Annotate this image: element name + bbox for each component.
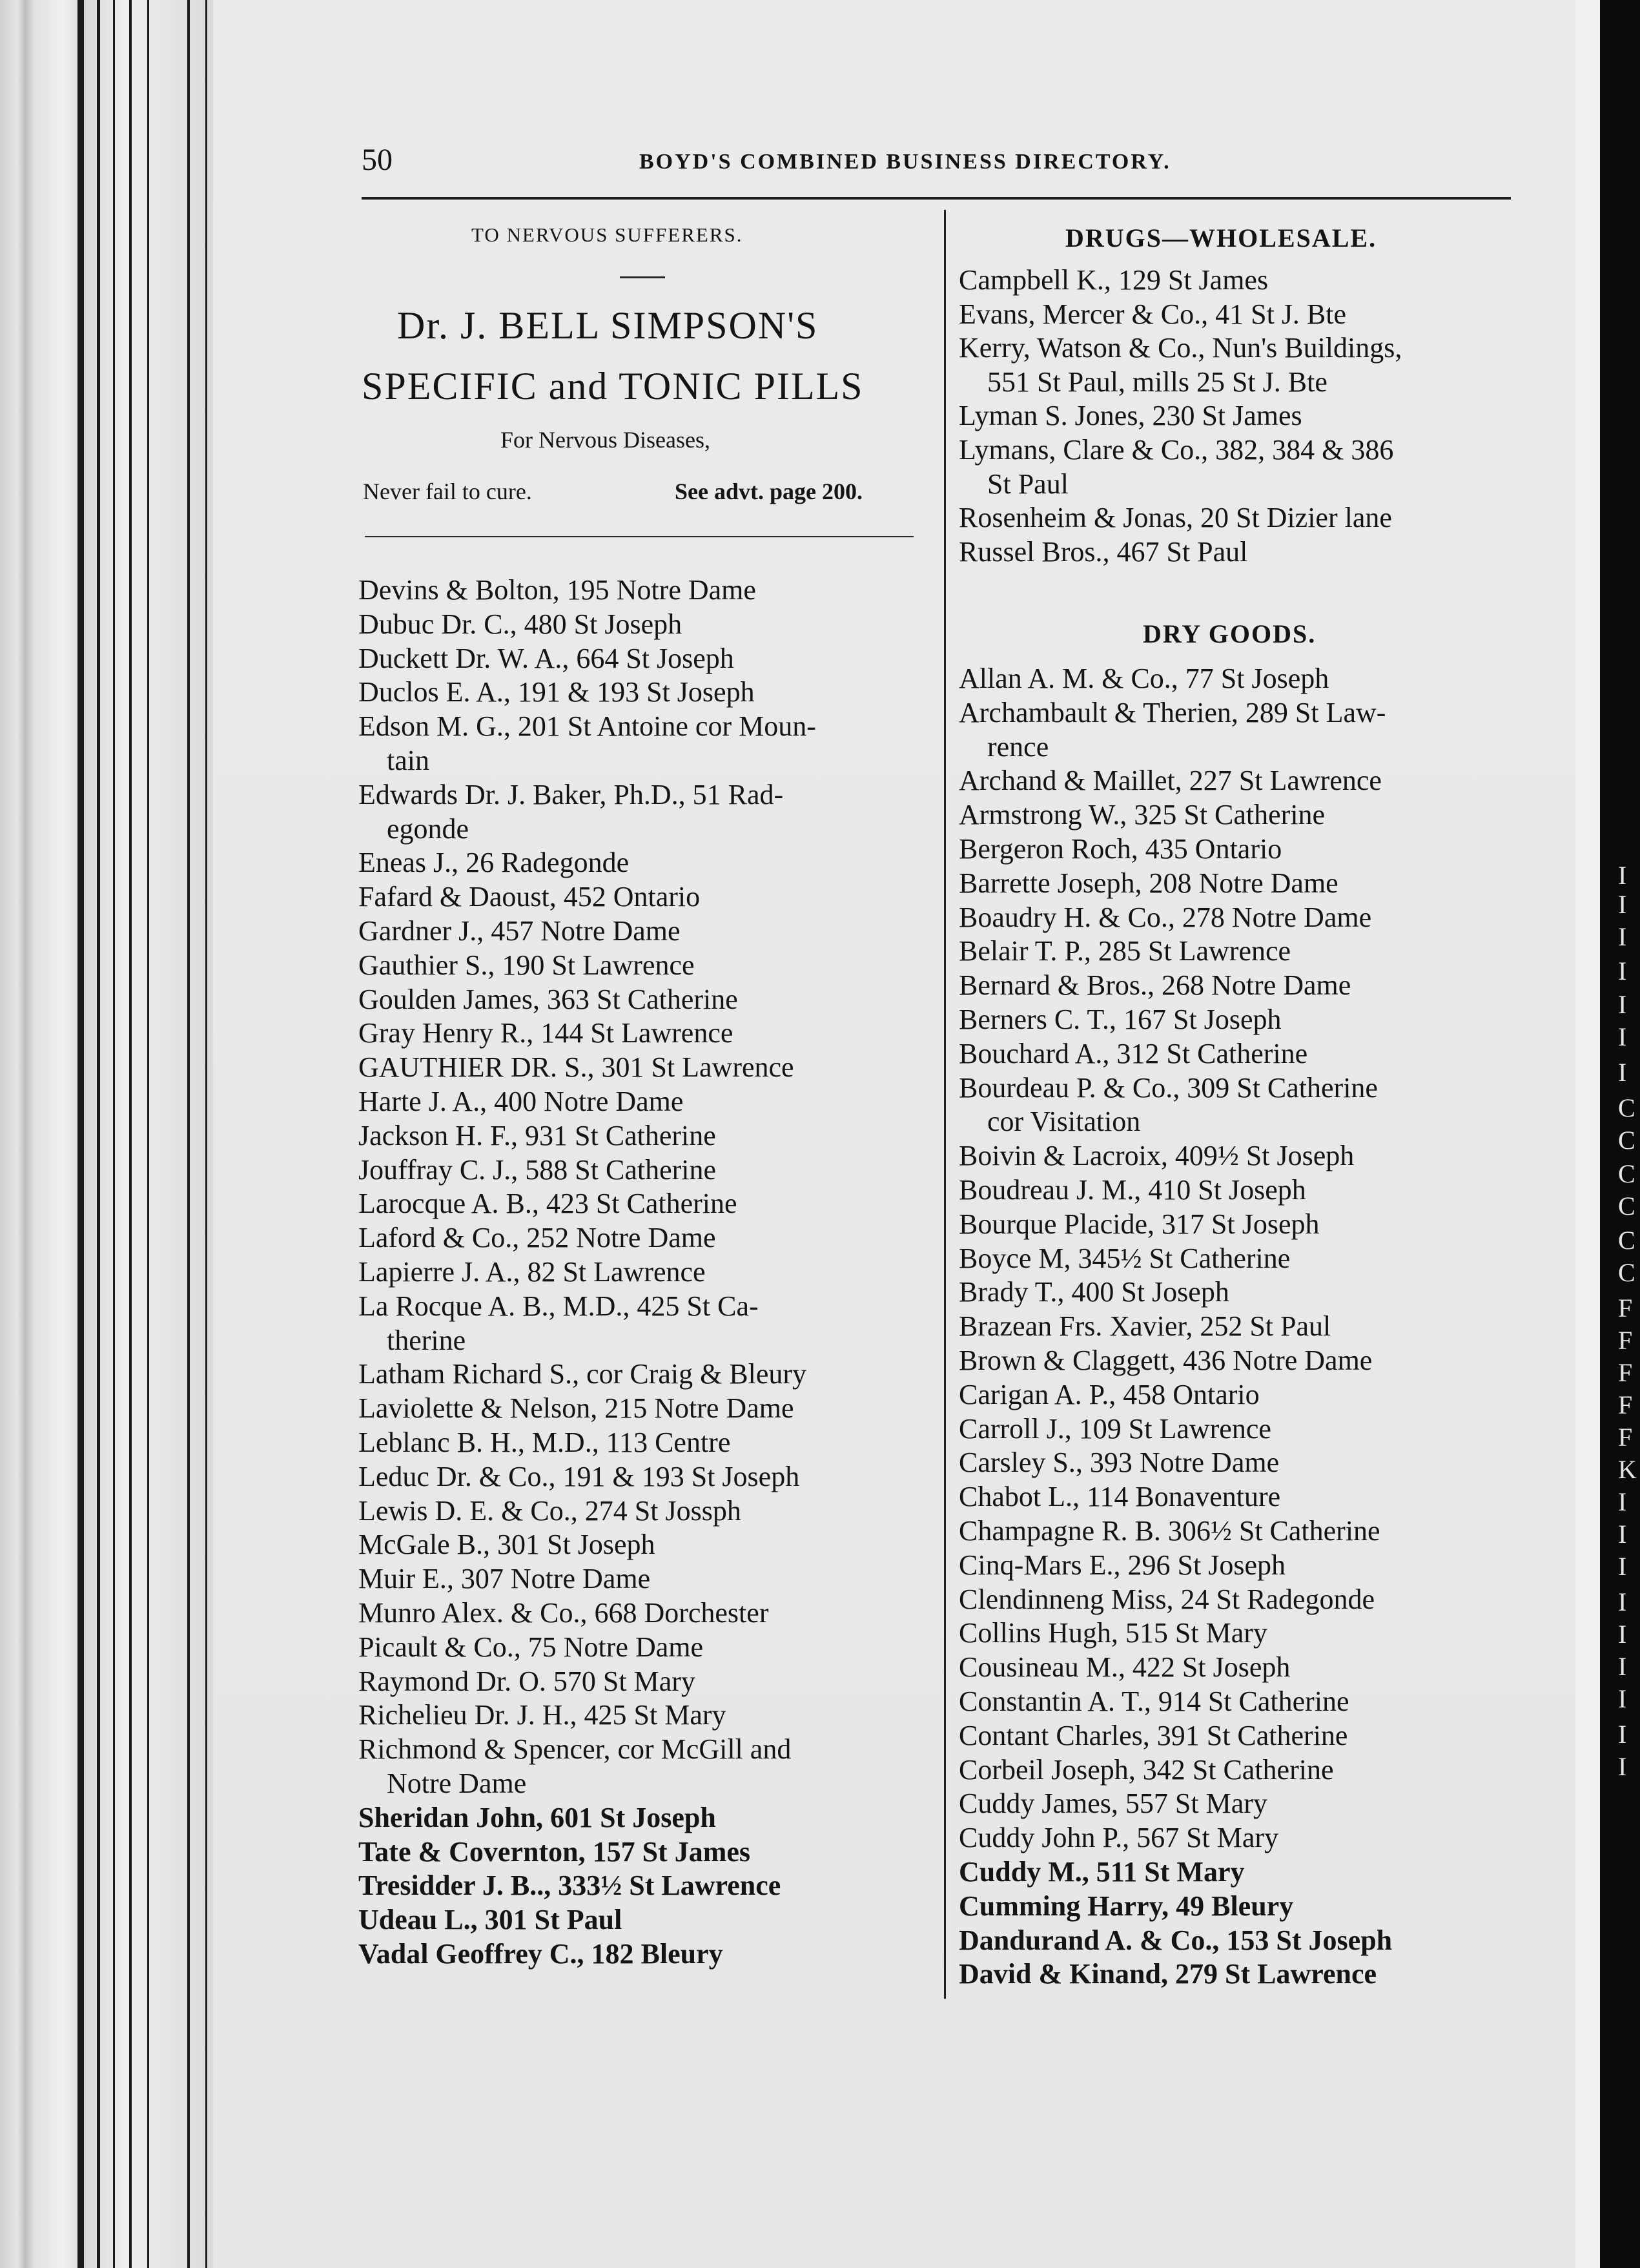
directory-entry: Dandurand A. & Co., 153 St Joseph bbox=[959, 1924, 1393, 1956]
directory-entry: Bouchard A., 312 St Catherine bbox=[959, 1037, 1308, 1069]
directory-entry: Brown & Claggett, 436 Notre Dame bbox=[959, 1345, 1373, 1376]
directory-entry: Devins & Bolton, 195 Notre Dame bbox=[358, 574, 756, 606]
binding-edge-line bbox=[113, 0, 115, 2268]
entry-continuation: egonde bbox=[387, 812, 469, 845]
directory-entry: Leblanc B. H., M.D., 113 Centre bbox=[358, 1427, 731, 1458]
directory-entry: Edson M. G., 201 St Antoine cor Moun- bbox=[358, 710, 816, 743]
entry-continuation: therine bbox=[387, 1324, 466, 1356]
entry-continuation: rence bbox=[987, 730, 1049, 763]
directory-entry: Richmond & Spencer, cor McGill and bbox=[358, 1733, 792, 1766]
bleed-letter: C bbox=[1618, 1093, 1635, 1122]
bleed-letter: I bbox=[1618, 1552, 1627, 1581]
directory-entry: Raymond Dr. O. 570 St Mary bbox=[358, 1665, 695, 1697]
directory-entry: Belair T. P., 285 St Lawrence bbox=[959, 935, 1291, 967]
directory-entry: Cumming Harry, 49 Bleury bbox=[959, 1890, 1294, 1922]
directory-entry: Carsley S., 393 Notre Dame bbox=[959, 1447, 1280, 1479]
directory-entry: Laford & Co., 252 Notre Dame bbox=[358, 1222, 716, 1254]
directory-entry: Boudreau J. M., 410 St Joseph bbox=[959, 1174, 1306, 1206]
directory-entry: Bernard & Bros., 268 Notre Dame bbox=[959, 969, 1351, 1002]
directory-entry: Carroll J., 109 St Lawrence bbox=[959, 1412, 1271, 1445]
bleed-letter: I bbox=[1618, 922, 1627, 951]
directory-entry: Gardner J., 457 Notre Dame bbox=[358, 915, 681, 947]
directory-entry: David & Kinand, 279 St Lawrence bbox=[959, 1958, 1377, 1990]
bleed-letter: I bbox=[1618, 1720, 1627, 1749]
bleed-letter: I bbox=[1618, 1752, 1627, 1781]
directory-entry: Fafard & Daoust, 452 Ontario bbox=[358, 881, 701, 913]
directory-entry: Contant Charles, 391 St Catherine bbox=[959, 1719, 1348, 1751]
directory-entry: Dubuc Dr. C., 480 St Joseph bbox=[358, 608, 682, 640]
bleed-letter: I bbox=[1618, 861, 1627, 890]
running-title: BOYD'S COMBINED BUSINESS DIRECTORY. bbox=[639, 150, 1171, 174]
directory-entry: Edwards Dr. J. Baker, Ph.D., 51 Rad- bbox=[358, 778, 784, 810]
bleed-letter: F bbox=[1618, 1423, 1633, 1452]
directory-entry: Archambault & Therien, 289 St Law- bbox=[959, 696, 1386, 728]
entry-continuation: Notre Dame bbox=[387, 1768, 527, 1799]
book-binding bbox=[0, 0, 213, 2268]
bleed-letter: F bbox=[1618, 1326, 1633, 1355]
directory-entry: Kerry, Watson & Co., Nun's Buildings, bbox=[959, 332, 1402, 364]
binding-edge-line bbox=[147, 0, 149, 2268]
ad-product-line: SPECIFIC and TONIC PILLS bbox=[362, 365, 864, 407]
ad-name-line bbox=[397, 304, 818, 348]
ad-top-line: TO NERVOUS SUFFERERS. bbox=[471, 223, 743, 246]
bleed-letter: F bbox=[1618, 1390, 1633, 1419]
directory-entry: Constantin A. T., 914 St Catherine bbox=[959, 1686, 1349, 1717]
directory-entry: Picault & Co., 75 Notre Dame bbox=[358, 1631, 704, 1663]
binding-edge-line bbox=[129, 0, 132, 2268]
directory-entry: Archand & Maillet, 227 St Lawrence bbox=[959, 765, 1382, 797]
directory-entry: Campbell K., 129 St James bbox=[959, 264, 1269, 296]
page-header bbox=[362, 142, 1511, 181]
binding-edge-line bbox=[77, 0, 84, 2268]
drugs-wholesale-heading: DRUGS—WHOLESALE. bbox=[1065, 223, 1377, 253]
bleed-letter: C bbox=[1618, 1126, 1635, 1155]
directory-entry: Richelieu Dr. J. H., 425 St Mary bbox=[358, 1699, 726, 1731]
directory-entry: Cuddy John P., 567 St Mary bbox=[959, 1822, 1279, 1854]
directory-entry: Duckett Dr. W. A., 664 St Joseph bbox=[358, 642, 734, 674]
bleed-letter: I bbox=[1618, 1620, 1627, 1649]
column-divider bbox=[944, 210, 946, 1999]
bleed-letter: I bbox=[1618, 1520, 1627, 1549]
bleed-letter: I bbox=[1618, 1684, 1627, 1713]
bleed-letter: I bbox=[1618, 956, 1627, 985]
bleed-letter: C bbox=[1618, 1191, 1635, 1221]
ad-subtitle: For Nervous Diseases, bbox=[500, 427, 710, 453]
directory-entry: Boyce M, 345½ St Catherine bbox=[959, 1242, 1291, 1274]
bleed-letter: F bbox=[1618, 1294, 1633, 1323]
directory-entry: Jouffray C. J., 588 St Catherine bbox=[358, 1153, 717, 1186]
ad-bottom-rule bbox=[365, 536, 914, 537]
directory-entry: Gauthier S., 190 St Lawrence bbox=[358, 949, 695, 981]
directory-entry: Larocque A. B., 423 St Catherine bbox=[358, 1188, 737, 1220]
directory-entry: Lewis D. E. & Co., 274 St Jossph bbox=[358, 1494, 741, 1527]
directory-entry: Munro Alex. & Co., 668 Dorchester bbox=[358, 1597, 769, 1629]
ad-name-text: Dr. J. BELL SIMPSON'S bbox=[397, 304, 819, 347]
directory-entry: Brady T., 400 St Joseph bbox=[959, 1276, 1229, 1308]
directory-entry: Muir E., 307 Notre Dame bbox=[358, 1563, 651, 1595]
directory-entry: Gray Henry R., 144 St Lawrence bbox=[358, 1017, 733, 1049]
page-number: 50 bbox=[362, 143, 393, 177]
bleed-letter: I bbox=[1618, 1652, 1627, 1681]
bleed-letter: I bbox=[1618, 990, 1627, 1019]
directory-entry: McGale B., 301 St Joseph bbox=[358, 1529, 655, 1561]
dry-goods-heading: DRY GOODS. bbox=[1143, 619, 1317, 648]
directory-entry: Evans, Mercer & Co., 41 St J. Bte bbox=[959, 298, 1347, 330]
directory-entry: Corbeil Joseph, 342 St Catherine bbox=[959, 1753, 1334, 1786]
directory-entry: Carigan A. P., 458 Ontario bbox=[959, 1378, 1260, 1410]
directory-entry: Lyman S. Jones, 230 St James bbox=[959, 400, 1302, 432]
binding-edge-line bbox=[187, 0, 190, 2268]
ad-short-rule bbox=[620, 276, 665, 278]
directory-entry: Lymans, Clare & Co., 382, 384 & 386 bbox=[959, 434, 1394, 466]
ad-right-tagline: See advt. page 200. bbox=[675, 479, 863, 504]
directory-entry: Harte J. A., 400 Notre Dame bbox=[358, 1086, 684, 1117]
directory-entry: Cousineau M., 422 St Joseph bbox=[959, 1651, 1291, 1684]
directory-entry: Collins Hugh, 515 St Mary bbox=[959, 1617, 1267, 1649]
directory-entry: La Rocque A. B., M.D., 425 St Ca- bbox=[358, 1290, 759, 1322]
directory-entry: Boaudry H. & Co., 278 Notre Dame bbox=[959, 901, 1372, 933]
bleed-letter: I bbox=[1618, 1587, 1627, 1616]
directory-entry: Barrette Joseph, 208 Notre Dame bbox=[959, 867, 1338, 899]
directory-entry: Vadal Geoffrey C., 182 Bleury bbox=[358, 1938, 723, 1970]
bleed-letter: C bbox=[1618, 1159, 1635, 1188]
bleed-letter: I bbox=[1618, 1022, 1627, 1051]
directory-entry: Cinq-Mars E., 296 St Joseph bbox=[959, 1549, 1286, 1581]
directory-entry: Eneas J., 26 Radegonde bbox=[358, 847, 630, 879]
directory-entry: Clendinneng Miss, 24 St Radegonde bbox=[959, 1583, 1375, 1615]
directory-entry: Jackson H. F., 931 St Catherine bbox=[358, 1119, 716, 1151]
header-rule bbox=[362, 197, 1511, 200]
directory-entry: Sheridan John, 601 St Joseph bbox=[358, 1801, 716, 1833]
directory-entry: Cuddy M., 511 St Mary bbox=[959, 1856, 1245, 1888]
directory-entry: Boivin & Lacroix, 409½ St Joseph bbox=[959, 1140, 1355, 1172]
directory-entry: Laviolette & Nelson, 215 Notre Dame bbox=[358, 1392, 794, 1425]
directory-entry: Bourdeau P. & Co., 309 St Catherine bbox=[959, 1071, 1378, 1104]
binding-edge-line bbox=[205, 0, 207, 2268]
directory-entry: Tate & Covernton, 157 St James bbox=[358, 1835, 750, 1868]
bleed-letter: I bbox=[1618, 1058, 1627, 1087]
directory-entry: Allan A. M. & Co., 77 St Joseph bbox=[959, 663, 1329, 694]
directory-entry: Bourque Placide, 317 St Joseph bbox=[959, 1208, 1320, 1240]
directory-entry: Rosenheim & Jonas, 20 St Dizier lane bbox=[959, 502, 1392, 534]
directory-entry: GAUTHIER DR. S., 301 St Lawrence bbox=[358, 1051, 794, 1084]
entry-continuation: St Paul bbox=[987, 468, 1069, 500]
directory-entry: Udeau L., 301 St Paul bbox=[358, 1904, 622, 1936]
directory-entry: Russel Bros., 467 St Paul bbox=[959, 535, 1248, 568]
directory-entry: Cuddy James, 557 St Mary bbox=[959, 1788, 1267, 1820]
directory-entry: Bergeron Roch, 435 Ontario bbox=[959, 833, 1282, 865]
ad-left-tagline: Never fail to cure. bbox=[363, 479, 532, 504]
bleed-letter: K bbox=[1618, 1455, 1637, 1484]
directory-entry: Berners C. T., 167 St Joseph bbox=[959, 1004, 1282, 1035]
bleed-letter: C bbox=[1618, 1226, 1635, 1255]
directory-entry: Goulden James, 363 St Catherine bbox=[358, 983, 738, 1015]
bleed-letter: C bbox=[1618, 1258, 1635, 1287]
directory-entry: Lapierre J. A., 82 St Lawrence bbox=[358, 1256, 706, 1288]
directory-entry: Champagne R. B. 306½ St Catherine bbox=[959, 1515, 1380, 1547]
entry-continuation: tain bbox=[387, 745, 429, 776]
entry-continuation: cor Visitation bbox=[987, 1106, 1141, 1138]
bleed-letter: I bbox=[1618, 1487, 1627, 1516]
binding-edge-line bbox=[97, 0, 100, 2268]
entry-continuation: 551 St Paul, mills 25 St J. Bte bbox=[987, 366, 1327, 398]
directory-entry: Chabot L., 114 Bonaventure bbox=[959, 1481, 1281, 1513]
directory-entry: Duclos E. A., 191 & 193 St Joseph bbox=[358, 676, 755, 708]
directory-entry: Tresidder J. B.., 333½ St Lawrence bbox=[358, 1870, 781, 1902]
directory-entry: Leduc Dr. & Co., 191 & 193 St Joseph bbox=[358, 1460, 800, 1492]
bleed-letter: I bbox=[1618, 890, 1627, 919]
bleed-letter: F bbox=[1618, 1358, 1633, 1387]
directory-entry: Latham Richard S., cor Craig & Bleury bbox=[358, 1358, 807, 1390]
directory-entry: Armstrong W., 325 St Catherine bbox=[959, 799, 1326, 831]
directory-entry: Brazean Frs. Xavier, 252 St Paul bbox=[959, 1310, 1331, 1343]
